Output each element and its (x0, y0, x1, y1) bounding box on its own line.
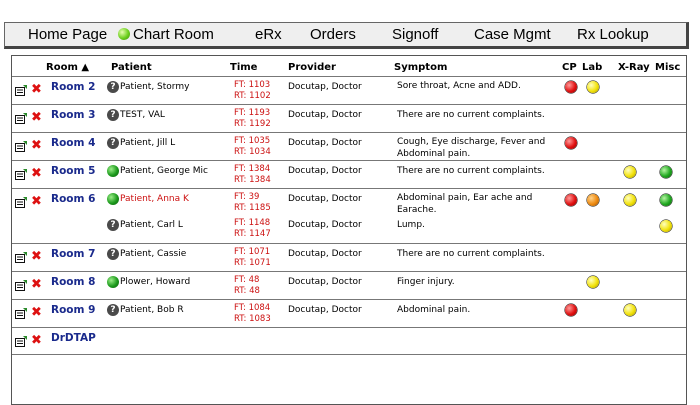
green-status-icon (107, 165, 119, 177)
symptom-text: There are no current complaints. (397, 249, 545, 259)
edit-chart-icon[interactable] (15, 85, 27, 96)
table-row[interactable] (12, 271, 686, 299)
time-rt: RT: 1192 (234, 119, 271, 129)
question-status-icon: ? (107, 304, 119, 316)
nav-signoff[interactable]: Signoff (392, 26, 439, 43)
delete-x-icon[interactable]: ✖ (31, 166, 42, 181)
patient-name[interactable]: Plower, Howard (120, 277, 191, 287)
time-ft: FT: 1035 (234, 136, 271, 146)
delete-x-icon[interactable]: ✖ (31, 249, 42, 264)
room-label[interactable]: Room 2 (51, 81, 96, 93)
room-label[interactable]: Room 7 (51, 248, 96, 260)
room-label[interactable]: DrDTAP (51, 332, 96, 344)
time-rt: RT: 48 (234, 286, 260, 296)
edit-chart-icon[interactable] (15, 169, 27, 180)
table-row[interactable] (12, 160, 686, 188)
symptom-text: There are no current complaints. (397, 166, 545, 176)
delete-x-icon[interactable]: ✖ (31, 110, 42, 125)
question-status-icon: ? (107, 137, 119, 149)
symptom-text: Sore throat, Acne and ADD. (397, 81, 521, 91)
delete-x-icon[interactable]: ✖ (31, 194, 42, 209)
misc-green-indicator[interactable] (660, 166, 672, 178)
time-ft: FT: 1103 (234, 80, 271, 90)
question-status-icon: ? (107, 219, 119, 231)
delete-x-icon[interactable]: ✖ (31, 333, 42, 348)
time-ft: FT: 39 (234, 192, 260, 202)
top-nav-bar (4, 22, 689, 49)
header-cp: CP (562, 62, 577, 73)
table-row[interactable] (12, 188, 686, 216)
header-provider: Provider (288, 62, 336, 73)
header-time: Time (230, 62, 258, 73)
time-ft: FT: 1084 (234, 303, 271, 313)
provider-name: Docutap, Doctor (288, 138, 362, 148)
symptom-text: Abdominal pain. (397, 305, 471, 315)
table-row[interactable] (12, 132, 686, 160)
provider-name: Docutap, Doctor (288, 305, 362, 315)
symptom-text: Cough, Eye discharge, Fever and Abdominal pain. (397, 137, 546, 159)
room-label[interactable]: Room 5 (51, 165, 96, 177)
header-lab: Lab (582, 62, 603, 73)
question-status-icon: ? (107, 81, 119, 93)
nav-chart-room-label: Chart Room (133, 26, 214, 43)
table-row[interactable] (12, 299, 686, 327)
room-label[interactable]: Room 9 (51, 304, 96, 316)
patient-name[interactable]: Patient, Bob R (120, 305, 184, 315)
patient-name[interactable]: Patient, Jill L (120, 138, 176, 148)
symptom-text: Abdominal pain, Ear ache and Earache. (397, 193, 533, 215)
symptom-text: There are no current complaints. (397, 110, 545, 120)
time-rt: RT: 1071 (234, 258, 271, 268)
time-ft: FT: 1193 (234, 108, 271, 118)
xray-yellow-indicator[interactable] (624, 166, 636, 178)
time-rt: RT: 1102 (234, 91, 271, 101)
lab-orange-indicator[interactable] (587, 194, 599, 206)
room-label[interactable]: Room 3 (51, 109, 96, 121)
time-ft: FT: 1148 (234, 218, 271, 228)
header-patient: Patient (111, 62, 152, 73)
edit-chart-icon[interactable] (15, 113, 27, 124)
edit-chart-icon[interactable] (15, 336, 27, 347)
symptom-text: Finger injury. (397, 277, 455, 287)
header-xray: X-Ray (618, 62, 650, 73)
edit-chart-icon[interactable] (15, 197, 27, 208)
time-rt: RT: 1083 (234, 314, 271, 324)
edit-chart-icon[interactable] (15, 280, 27, 291)
patient-name[interactable]: Patient, Stormy (120, 82, 190, 92)
provider-name: Docutap, Doctor (288, 220, 362, 230)
patient-name[interactable]: Patient, Carl L (120, 220, 183, 230)
nav-chart-room[interactable] (113, 26, 214, 43)
provider-name: Docutap, Doctor (288, 166, 362, 176)
table-row[interactable] (12, 76, 686, 104)
header-room[interactable]: Room ▲ (46, 62, 90, 73)
patient-name[interactable]: Patient, George Mic (120, 166, 208, 176)
time-ft: FT: 1071 (234, 247, 271, 257)
provider-name: Docutap, Doctor (288, 82, 362, 92)
edit-chart-icon[interactable] (15, 252, 27, 263)
table-divider (12, 354, 686, 355)
green-status-icon (107, 276, 119, 288)
lab-yellow-indicator[interactable] (587, 276, 599, 288)
time-rt: RT: 1147 (234, 229, 271, 239)
patient-name[interactable]: Patient, Cassie (120, 249, 187, 259)
table-row[interactable] (12, 327, 686, 354)
provider-name: Docutap, Doctor (288, 194, 362, 204)
provider-name: Docutap, Doctor (288, 249, 362, 259)
room-table (11, 55, 687, 405)
misc-yellow-indicator[interactable] (660, 220, 672, 232)
lab-yellow-indicator[interactable] (587, 81, 599, 93)
table-row[interactable] (12, 216, 686, 243)
misc-green-indicator[interactable] (660, 194, 672, 206)
symptom-text: Lump. (397, 220, 425, 230)
delete-x-icon[interactable]: ✖ (31, 82, 42, 97)
table-row[interactable] (12, 243, 686, 271)
time-ft: FT: 48 (234, 275, 260, 285)
provider-name: Docutap, Doctor (288, 110, 362, 120)
time-rt: RT: 1185 (234, 203, 271, 213)
patient-name[interactable]: Patient, Anna K (120, 194, 189, 204)
cp-red-indicator[interactable] (565, 137, 577, 149)
patient-name[interactable]: TEST, VAL (120, 110, 165, 120)
table-row[interactable] (12, 104, 686, 132)
green-status-icon (118, 28, 130, 40)
time-rt: RT: 1034 (234, 147, 271, 157)
provider-name: Docutap, Doctor (288, 277, 362, 287)
xray-yellow-indicator[interactable] (624, 194, 636, 206)
nav-home-page[interactable]: Home Page (28, 26, 108, 43)
nav-erx[interactable]: eRx (255, 26, 282, 43)
cp-red-indicator[interactable] (565, 304, 577, 316)
question-status-icon: ? (107, 109, 119, 121)
xray-yellow-indicator[interactable] (624, 304, 636, 316)
edit-chart-icon[interactable] (15, 141, 27, 152)
edit-chart-icon[interactable] (15, 308, 27, 319)
room-label[interactable]: Room 8 (51, 276, 96, 288)
delete-x-icon[interactable]: ✖ (31, 277, 42, 292)
question-status-icon: ? (107, 248, 119, 260)
green-status-icon (107, 193, 119, 205)
header-symptom: Symptom (394, 62, 448, 73)
time-ft: FT: 1384 (234, 164, 271, 174)
room-label[interactable]: Room 4 (51, 137, 96, 149)
nav-case-mgmt[interactable]: Case Mgmt (474, 26, 551, 43)
nav-rx-lookup[interactable]: Rx Lookup (577, 26, 649, 43)
time-rt: RT: 1384 (234, 175, 271, 185)
room-label[interactable]: Room 6 (51, 193, 96, 205)
header-misc: Misc (655, 62, 681, 73)
cp-red-indicator[interactable] (565, 81, 577, 93)
delete-x-icon[interactable]: ✖ (31, 305, 42, 320)
delete-x-icon[interactable]: ✖ (31, 138, 42, 153)
cp-red-indicator[interactable] (565, 194, 577, 206)
nav-orders[interactable]: Orders (310, 26, 356, 43)
